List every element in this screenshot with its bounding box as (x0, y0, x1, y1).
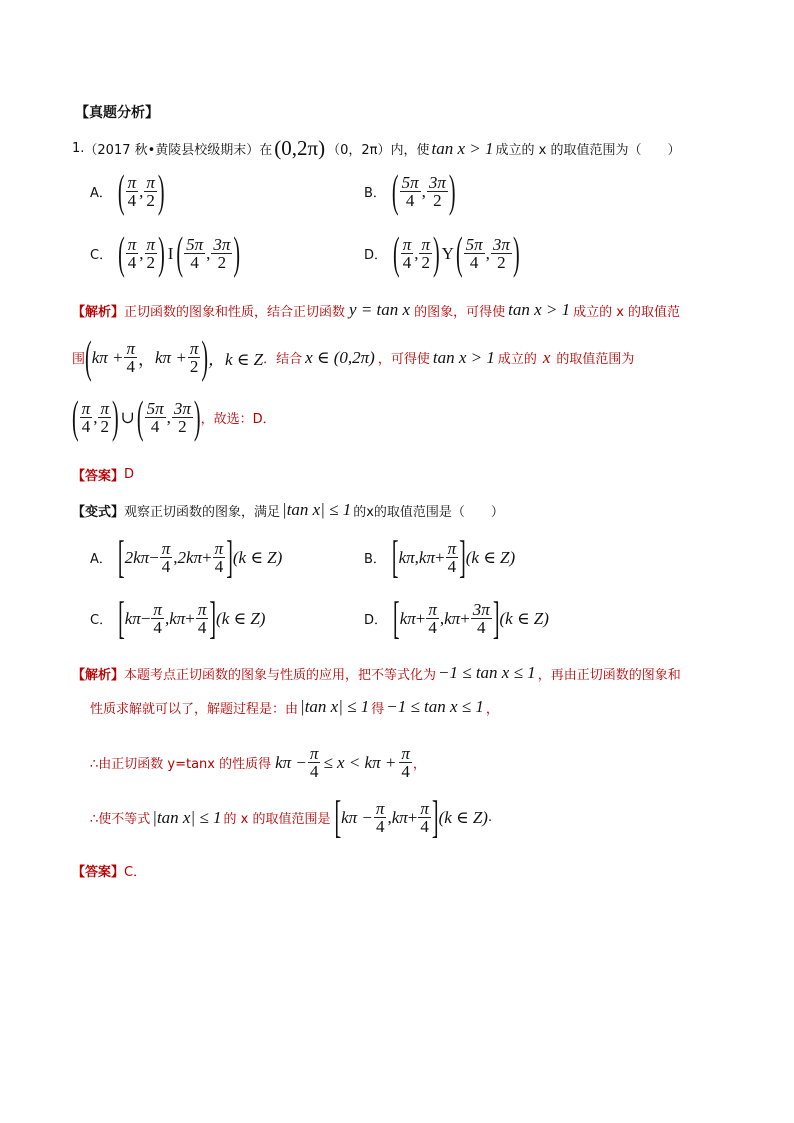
option-a[interactable]: A． ( $\frac{\pi}{4}$ , $\frac{\pi}{2}$ ) (90, 166, 165, 217)
answer-value: D (124, 467, 135, 482)
fraction: $\frac{3\pi}{2}$ (428, 173, 446, 210)
fraction: $\frac{\pi}{2}$ (146, 173, 155, 210)
analysis-1-line-3: ( $\frac{\pi}{4}$ , $\frac{\pi}{2}$ ) ∪ ( $\frac{5\pi}{4}$ , $\frac{3\pi}{2}$ ) ，故选：D． (72, 392, 276, 443)
union-symbol: Y (441, 243, 454, 263)
option-a-label: A． (90, 186, 112, 201)
variant-analysis-line-2: 性质求解就可以了，解题过程是：由 |tan x| ≤ 1 得 −1 ≤ tan x ≤ 1 ， (90, 697, 499, 717)
variant-answer-value: C． (124, 865, 147, 880)
variant-stem: 【变式】 观察正切函数的图象，满足 |tan x| ≤ 1 的x的取值范围是（ ） (72, 500, 504, 520)
interval-text: （0，2π）内，使 (327, 143, 430, 158)
option-d[interactable]: D． ( $\frac{\pi}{4}$ , $\frac{\pi}{2}$ ) Y ( $\frac{5\pi}{4}$ , $\frac{3\pi}{2}$ ) (364, 228, 520, 279)
variant-analysis-line-3: ∴由正切函数 y=tanx 的性质得 kπ − $\frac{\pi}{4}$ ≤ x < kπ + $\frac{\pi}{4}$ ， (90, 744, 426, 781)
analysis-tag: 【解析】 (72, 304, 125, 320)
variant-option-b[interactable]: B． [ kπ , kπ + $\frac{\pi}{4}$ ] (k ∈ Z) (364, 532, 516, 583)
option-c-label: C． (90, 248, 113, 263)
variant-analysis-line-1: 【解析】 本题考点正切函数的图象与性质的应用，把不等式化为 −1 ≤ tan x ≤ 1 ，再由正切函数的图象和 (72, 663, 681, 683)
condition-math: tan x > 1 (431, 138, 494, 158)
question-1-stem (72, 136, 680, 161)
interval-math: (0,2π) (274, 136, 326, 160)
section-title: 【真题分析】 (75, 105, 159, 121)
intersection-symbol: I (167, 243, 174, 263)
variant-analysis-line-4: ∴使不等式 |tan x| ≤ 1 的 x 的取值范围是 [ kπ − $\frac{\pi}{4}$ , kπ + $\frac{\pi}{4}$ ] (k ∈ Z) . (90, 792, 493, 843)
question-source: （2017 秋•黄陵县校级期末）在 (84, 143, 273, 158)
answer-1 (72, 465, 134, 484)
option-b[interactable]: B． ( $\frac{5\pi}{4}$ , $\frac{3\pi}{2}$ ) (364, 166, 456, 217)
fraction: $\frac{\pi}{4}$ (127, 173, 137, 210)
option-b-label: B． (364, 186, 386, 201)
option-d-label: D． (364, 248, 388, 263)
analysis-1-line-1: 【解析】 正切函数的图象和性质，结合正切函数 y = tan x 的图象，可得使 tan x > 1 成立的 x 的取值范 (72, 300, 681, 320)
variant-answer: 【答案】 C． (72, 861, 146, 880)
option-c[interactable]: C． ( $\frac{\pi}{4}$ , $\frac{\pi}{2}$ ) I ( $\frac{5\pi}{4}$ , $\frac{3\pi}{2}$ ) (90, 228, 241, 279)
answer-tag: 【答案】 (72, 469, 125, 484)
variant-option-c[interactable]: C． [ kπ − $\frac{\pi}{4}$ , kπ + $\frac{\pi}{4}$ ] (k ∈ Z) (90, 593, 266, 644)
variant-option-d[interactable]: D． [ kπ + $\frac{\pi}{4}$ , kπ + $\frac{3\pi}{4}$ ] (k ∈ Z) (364, 593, 549, 644)
analysis-1-line-2: 围 ( kπ + $\frac{\pi}{4}$ ， kπ + $\frac{\pi}{2}$ ) ，k ∈ Z ．结合 x ∈ (0,2π) ，可得使 tan x > 1 成立的 x 的取值范围为 (72, 332, 635, 383)
question-tail: 成立的 x 的取值范围为（ ） (495, 143, 681, 158)
variant-option-a[interactable]: A． [ 2kπ − $\frac{\pi}{4}$ , 2kπ + $\frac{\pi}{4}$ ] (k ∈ Z) (90, 532, 283, 583)
question-number: 1. (72, 141, 85, 156)
variant-tag: 【变式】 (72, 504, 125, 520)
fraction: $\frac{5\pi}{4}$ (401, 173, 419, 210)
